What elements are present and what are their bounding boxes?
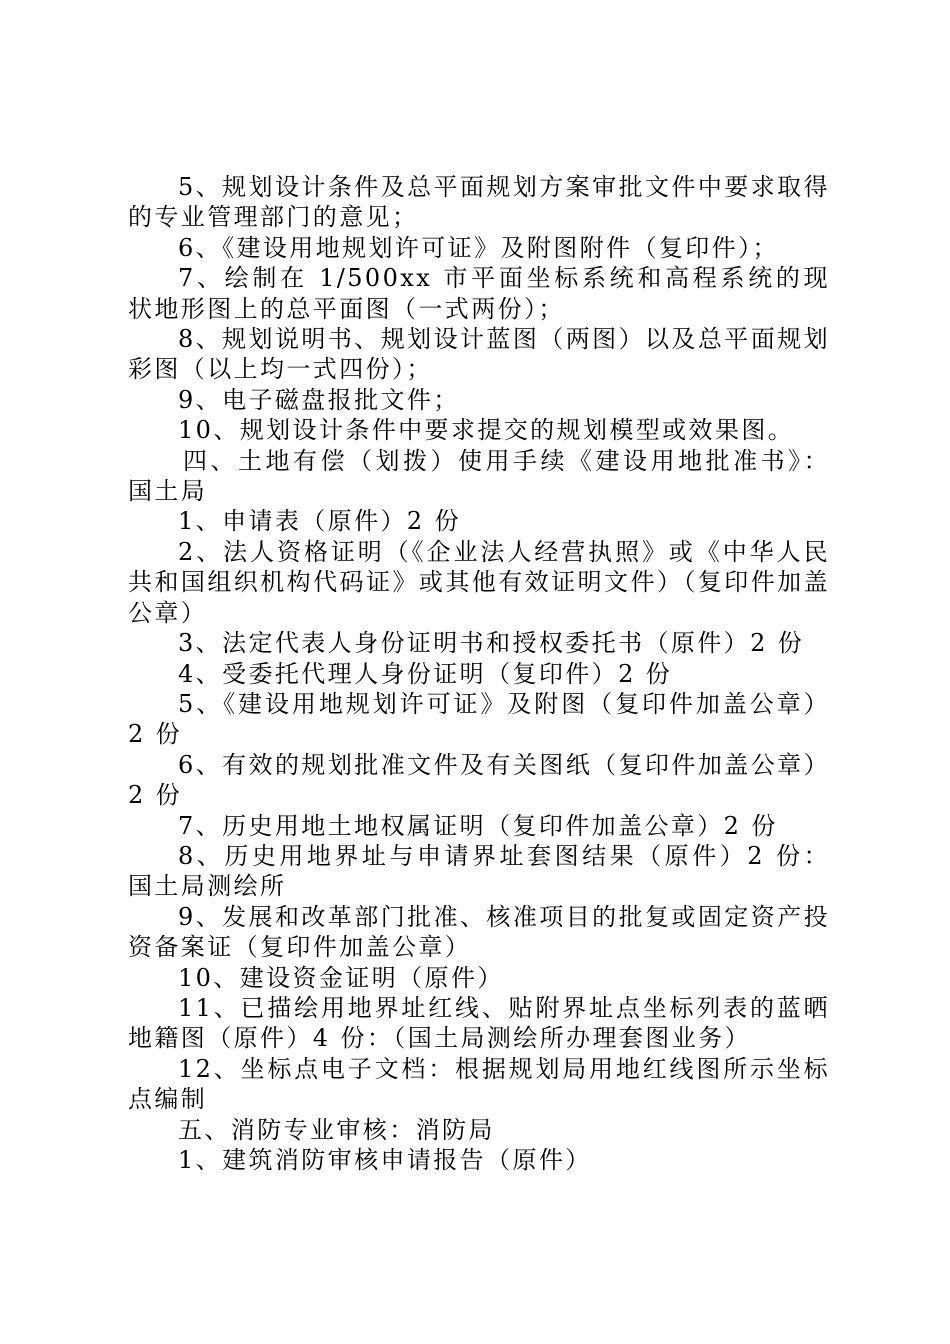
paragraph-item-4-agent-id: 4、受委托代理人身份证明（复印件）2 份 bbox=[178, 659, 673, 688]
paragraph-item-6-land-use-permit: 6、《建设用地规划许可证》及附图附件（复印件）； bbox=[178, 233, 779, 262]
section-heading-fire-review: 五、消防专业审核：消防局 bbox=[178, 1115, 495, 1144]
paragraph-item-5-land-use-permit-copy: 5、《建设用地规划许可证》及附图（复印件加盖公章）2 份 bbox=[128, 689, 830, 749]
paragraph-item-7-site-plan: 7、绘制在 1/500xx 市平面坐标系统和高程系统的现状地形图上的总平面图（一式两份）； bbox=[128, 264, 830, 323]
section-heading-land-use-procedures: 四、土地有偿（划拨）使用手续《建设用地批准书》：国土局 bbox=[128, 446, 830, 506]
paragraph-item-6-planning-approval: 6、有效的规划批准文件及有关图纸（复印件加盖公章）2 份 bbox=[128, 750, 830, 810]
paragraph-item-5-planning-opinions: 5、规划设计条件及总平面规划方案审批文件中要求取得的专业管理部门的意见； bbox=[128, 173, 830, 232]
paragraph-item-2-legal-entity-proof: 2、法人资格证明（《企业法人经营执照》或《中华人民共和国组织机构代码证》或其他有效证明文件）（复印件加盖公章） bbox=[128, 537, 830, 627]
paragraph-item-8-boundary-overlay: 8、历史用地界址与申请界址套图结果（原件）2 份：国土局测绘所 bbox=[128, 841, 830, 901]
paragraph-item-11-cadastral-map: 11、已描绘用地界址红线、贴附界址点坐标列表的蓝晒地籍图（原件）4 份：（国土局测绘所办理套图业务） bbox=[128, 993, 830, 1053]
paragraph-item-3-representative-id: 3、法定代表人身份证明书和授权委托书（原件）2 份 bbox=[178, 629, 805, 658]
paragraph-item-1-application-form: 1、申请表（原件）2 份 bbox=[178, 507, 461, 536]
paragraph-item-10-funding-proof: 10、建设资金证明（原件） bbox=[178, 963, 504, 992]
paragraph-item-12-coordinate-file: 12、坐标点电子文档：根据规划局用地红线图所示坐标点编制 bbox=[128, 1054, 830, 1114]
paragraph-item-10-model-renderings: 10、规划设计条件中要求提交的规划模型或效果图。 bbox=[178, 416, 795, 445]
paragraph-item-7-land-ownership: 7、历史用地土地权属证明（复印件加盖公章）2 份 bbox=[178, 811, 778, 840]
paragraph-item-8-planning-description: 8、规划说明书、规划设计蓝图（两图）以及总平面规划彩图（以上均一式四份）； bbox=[128, 325, 830, 384]
paragraph-item-9-project-approval: 9、发展和改革部门批准、核准项目的批复或固定资产投资备案证（复印件加盖公章） bbox=[128, 902, 830, 962]
paragraph-item-9-electronic-files: 9、电子磁盘报批文件； bbox=[178, 385, 460, 414]
paragraph-item-1-fire-application: 1、建筑消防审核申请报告（原件） bbox=[178, 1146, 592, 1174]
document-body bbox=[128, 172, 830, 1175]
